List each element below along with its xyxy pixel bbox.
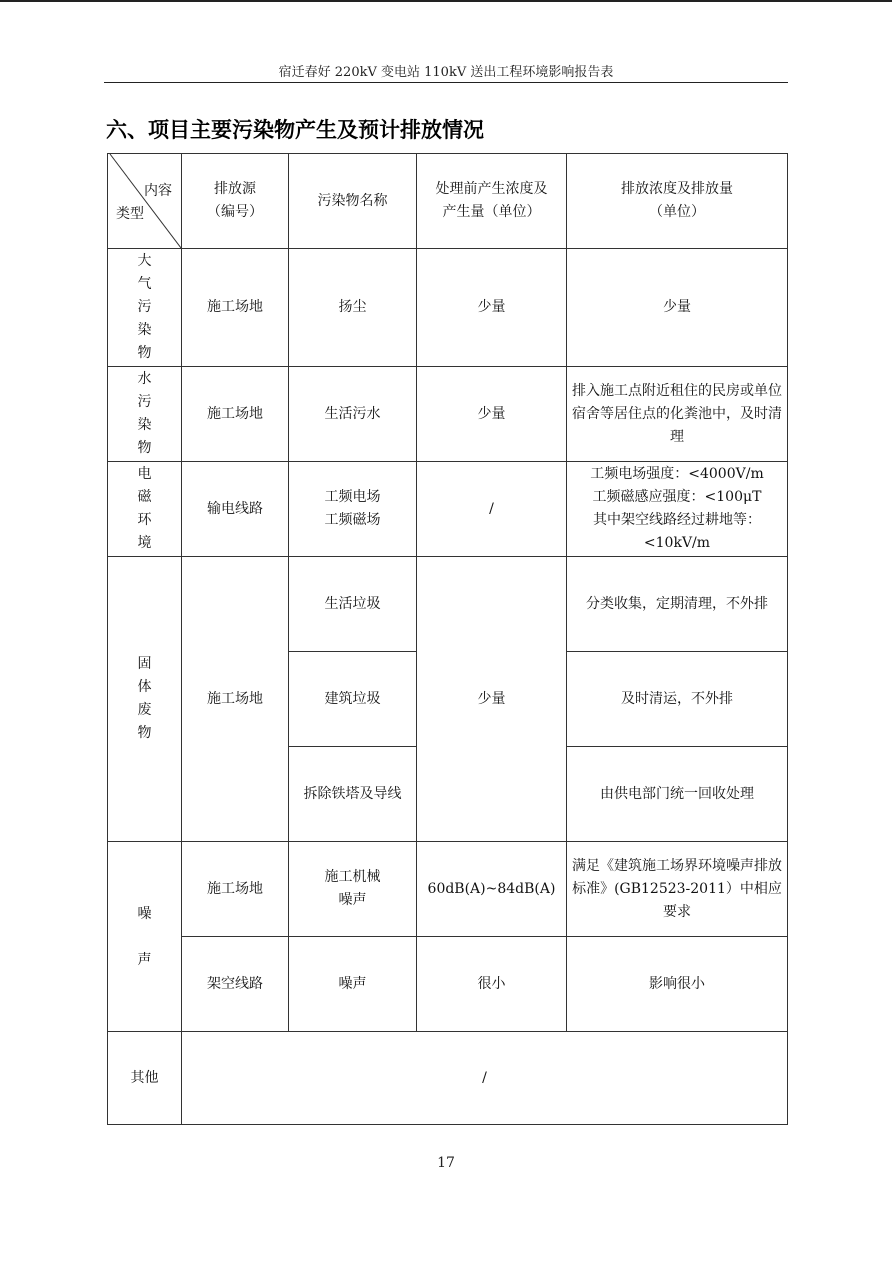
table-row-noise-2 <box>108 937 788 1032</box>
type-solid-label: 固体废物 <box>137 656 152 741</box>
header-emission: 排放浓度及排放量 （单位） <box>567 154 788 249</box>
type-noise <box>108 842 182 1032</box>
noise-source-1: 施工场地 <box>182 842 289 937</box>
table-row-em <box>108 462 788 557</box>
noise-pollutant-2: 噪声 <box>289 937 417 1032</box>
table-row-water <box>108 367 788 462</box>
table-header-row <box>108 154 788 249</box>
em-source: 输电线路 <box>182 462 289 557</box>
section-title: 六、项目主要污染物产生及预计排放情况 <box>106 118 484 142</box>
header-pollutant: 污染物名称 <box>289 154 417 249</box>
type-noise-label: 噪声 <box>137 905 152 968</box>
diagonal-header-type: 类型 <box>116 206 144 222</box>
table-row-noise-1 <box>108 842 788 937</box>
solid-emission-2: 及时清运，不外排 <box>567 652 788 747</box>
water-emission: 排入施工点附近租住的民房或单位宿舍等居住点的化粪池中，及时清理 <box>567 367 788 462</box>
table-row-solid-1 <box>108 557 788 652</box>
air-emission: 少量 <box>567 249 788 367</box>
noise-emission-2: 影响很小 <box>567 937 788 1032</box>
water-before: 少量 <box>417 367 567 462</box>
em-emission-line-2: 工频磁感应强度：<100μT <box>592 489 762 505</box>
header-before-treatment: 处理前产生浓度及 产生量（单位） <box>417 154 567 249</box>
other-content: / <box>182 1032 788 1125</box>
water-source: 施工场地 <box>182 367 289 462</box>
header-source: 排放源 （编号） <box>182 154 289 249</box>
type-em <box>108 462 182 557</box>
solid-before: 少量 <box>417 557 567 842</box>
type-other: 其他 <box>108 1032 182 1125</box>
air-before: 少量 <box>417 249 567 367</box>
noise-source-2: 架空线路 <box>182 937 289 1032</box>
em-emission-line-1: 工频电场强度：<4000V/m <box>590 466 764 482</box>
page-number: 17 <box>437 1155 455 1171</box>
solid-emission-1: 分类收集，定期清理，不外排 <box>567 557 788 652</box>
water-pollutant: 生活污水 <box>289 367 417 462</box>
solid-pollutant-1: 生活垃圾 <box>289 557 417 652</box>
em-before: / <box>417 462 567 557</box>
type-water <box>108 367 182 462</box>
type-solid <box>108 557 182 842</box>
noise-before-2: 很小 <box>417 937 567 1032</box>
solid-source: 施工场地 <box>182 557 289 842</box>
type-water-label: 水污染物 <box>137 371 152 456</box>
pollutant-table <box>107 153 788 1125</box>
table-row-other <box>108 1032 788 1125</box>
em-pollutant: 工频电场 工频磁场 <box>289 462 417 557</box>
solid-emission-3: 由供电部门统一回收处理 <box>567 747 788 842</box>
noise-pollutant-1: 施工机械 噪声 <box>289 842 417 937</box>
em-emission-line-3: 其中架空线路经过耕地等：<10kV/m <box>593 512 761 551</box>
solid-pollutant-2: 建筑垃圾 <box>289 652 417 747</box>
diagonal-header-cell <box>108 154 182 249</box>
diagonal-header-content: 内容 <box>144 183 172 199</box>
running-header: 宿迁春好 220kV 变电站 110kV 送出工程环境影响报告表 <box>278 65 614 80</box>
type-air-label: 大气污染物 <box>137 253 152 361</box>
type-em-label: 电磁环境 <box>137 466 152 551</box>
air-source: 施工场地 <box>182 249 289 367</box>
header-rule <box>104 82 788 83</box>
solid-pollutant-3: 拆除铁塔及导线 <box>289 747 417 842</box>
page-top-border <box>0 0 892 2</box>
noise-emission-1: 满足《建筑施工场界环境噪声排放标准》(GB12523-2011）中相应要求 <box>567 842 788 937</box>
type-air <box>108 249 182 367</box>
air-pollutant: 扬尘 <box>289 249 417 367</box>
table-row-air <box>108 249 788 367</box>
noise-before-1: 60dB(A)~84dB(A) <box>417 842 567 937</box>
em-emission <box>567 462 788 557</box>
